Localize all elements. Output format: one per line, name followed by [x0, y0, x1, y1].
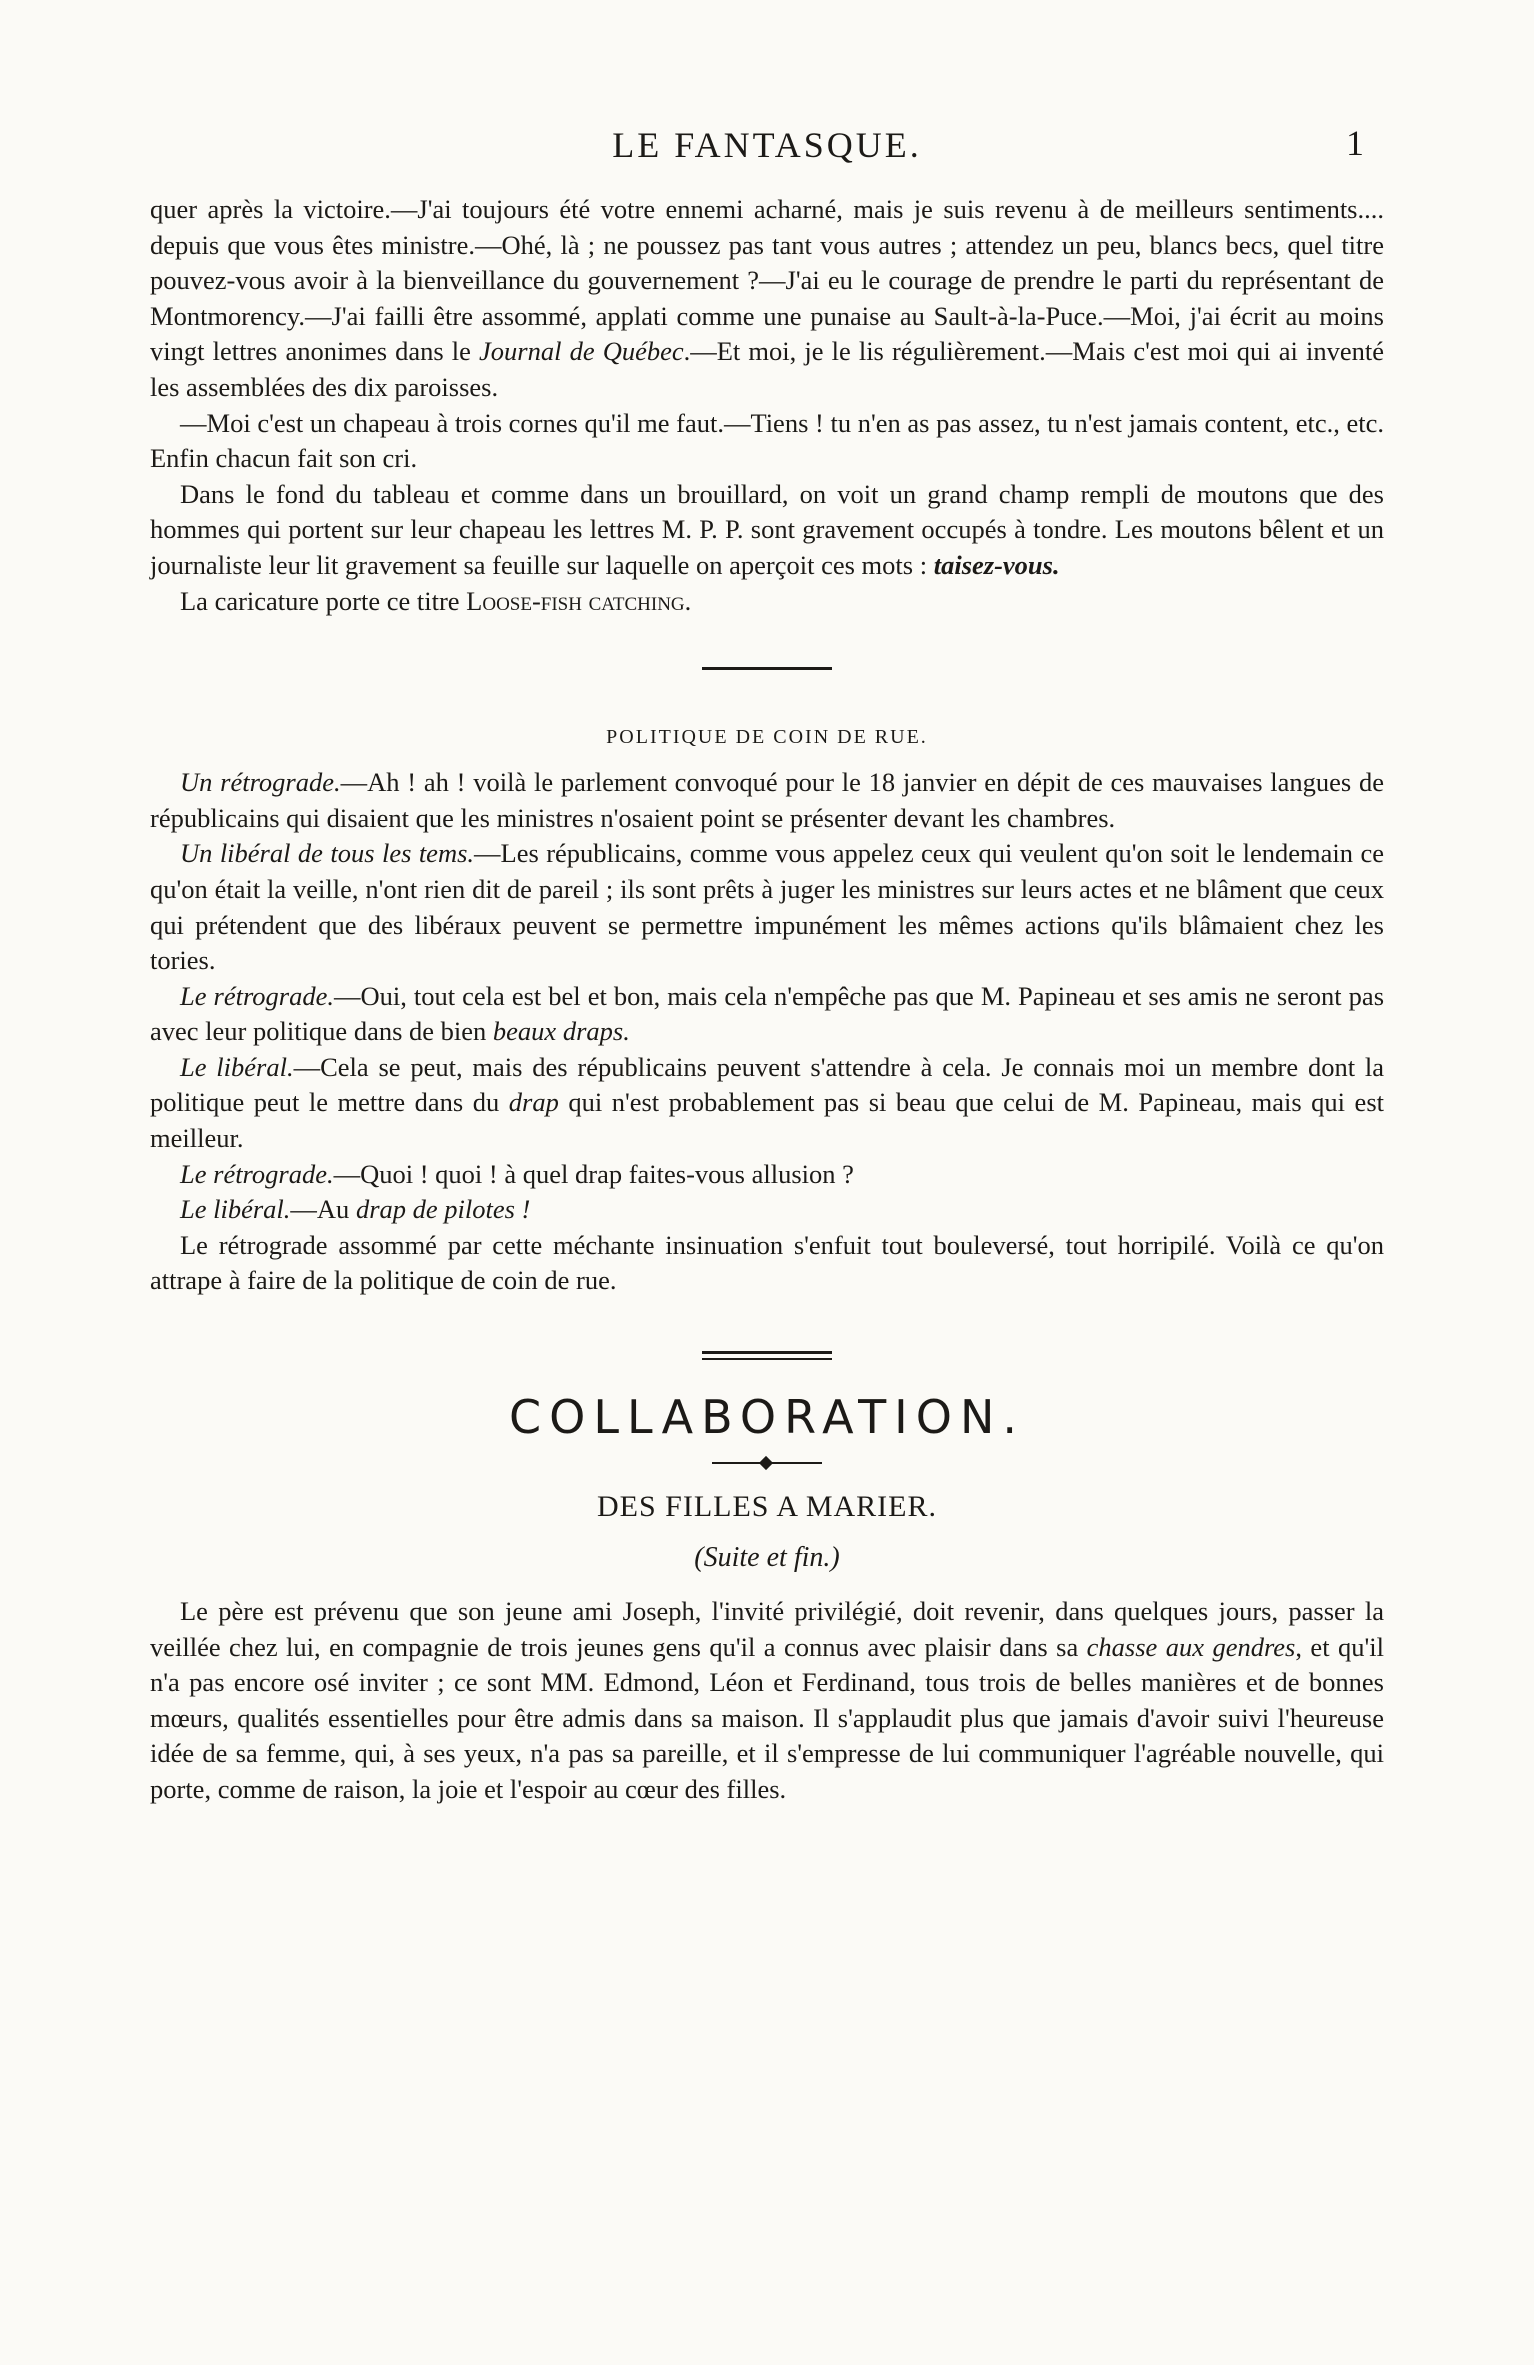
section-caricature: [150, 192, 1384, 619]
paragraph: quer après la victoire.—J'ai toujours été votre ennemi acharné, mais je suis revenu à de meilleurs sentiments.... depuis que vous êtes ministre.—Ohé, là ; ne poussez pas tant vous autres ; attendez un peu, blancs becs, quel titre pouvez-vous avoir à la bienveillance du gouvernement ?—J'ai eu le courage de prendre le parti du représentant de Montmorency.—J'ai failli être assommé, applati comme une punaise au Sault-à-la-Puce.—Moi, j'ai écrit au moins vingt lettres anonimes dans le Journal de Québec.—Et moi, je le lis régulièrement.—Mais c'est moi qui ai inventé les assemblées des dix paroisses.: [150, 194, 1384, 402]
section-divider: [702, 667, 832, 670]
paragraph: La caricature porte ce titre Loose-fish catching.: [180, 585, 692, 616]
dialogue-line: Un rétrograde.—Ah ! ah ! voilà le parlement convoqué pour le 18 janvier en dépit de ces mauvaises langues de républicains qui disaient que les ministres n'osaient point se présenter devant les chambres.: [150, 767, 1384, 833]
journal-name: Journal de Québec: [479, 336, 684, 367]
collaboration-heading: COLLABORATION.: [509, 1390, 1025, 1445]
article-title: DES FILLES A MARIER.: [596, 1490, 938, 1524]
article-subtitle: (Suite et fin.): [694, 1542, 840, 1574]
dialogue-line: Le libéral.—Cela se peut, mais des républicains peuvent s'attendre à cela. Je connais moi un membre dont la politique peut le mettre dans du drap qui n'est probablement pas si beau que celui de M. Papineau, mais qui est meilleur.: [150, 1051, 1384, 1154]
dialogue-line: Le libéral.—Au drap de pilotes !: [180, 1194, 531, 1225]
newspaper-page: [150, 118, 1384, 1808]
section-heading: POLITIQUE DE COIN DE RUE.: [606, 726, 928, 749]
dialogue-line: Le rétrograde.—Quoi ! quoi ! à quel drap faites-vous allusion ?: [180, 1158, 854, 1189]
dialogue-line: Un libéral de tous les tems.—Les républicains, comme vous appelez ceux qui veulent qu'on soit le lendemain ce qu'on était la veille, n'ont rien dit de pareil ; ils sont prêts à juger les ministres sur leurs actes et ne blâment que ceux qui prétendent que des libéraux peuvent se permettre impunément les mêmes actions qu'ils blâmaient chez les tories.: [150, 838, 1384, 976]
running-header: [150, 118, 1384, 170]
caricature-title: Loose-fish catching.: [466, 585, 692, 616]
section-filles: [150, 1594, 1384, 1808]
section-politique: [150, 765, 1384, 1299]
ornament-divider: [712, 1456, 822, 1470]
double-rule-divider: [702, 1351, 832, 1360]
paragraph: Le père est prévenu que son jeune ami Joseph, l'invité privilégié, doit revenir, dans quelques jours, passer la veillée chez lui, en compagnie de trois jeunes gens qu'il a connus avec plaisir dans sa chasse aux gendres, et qu'il n'a pas encore osé inviter ; ce sont MM. Edmond, Léon et Ferdinand, tous trois de belles manières et de bonnes mœurs, qualités essentielles pour être admis dans sa maison. Il s'applaudit plus que jamais d'avoir suivi l'heureuse idée de sa femme, qui, à ses yeux, n'a pas sa pareille, et il s'empresse de lui communiquer l'agréable nouvelle, qui porte, comme de raison, la joie et l'espoir au cœur des filles.: [150, 1596, 1384, 1804]
dialogue-line: Le rétrograde.—Oui, tout cela est bel et bon, mais cela n'empêche pas que M. Papineau et ses amis ne seront pas avec leur politique dans de bien beaux draps.: [150, 980, 1385, 1047]
paragraph: —Moi c'est un chapeau à trois cornes qu'il me faut.—Tiens ! tu n'en as pas assez, tu n'est jamais content, etc., etc. Enfin chacun fait son cri.: [150, 407, 1384, 474]
publication-title: LE FANTASQUE.: [612, 125, 922, 165]
paragraph: Le rétrograde assommé par cette méchante insinuation s'enfuit tout bouleversé, tout horripilé. Voilà ce qu'on attrape à faire de la politique de coin de rue.: [150, 1229, 1384, 1296]
paragraph: Dans le fond du tableau et comme dans un brouillard, on voit un grand champ rempli de moutons que des hommes qui portent sur leur chapeau les lettres M. P. P. sont gravement occupés à tondre. Les moutons bêlent et un journaliste leur lit gravement sa feuille sur laquelle on aperçoit ces mots : taisez-vous.: [150, 478, 1384, 580]
page-number: 1: [1346, 123, 1364, 163]
